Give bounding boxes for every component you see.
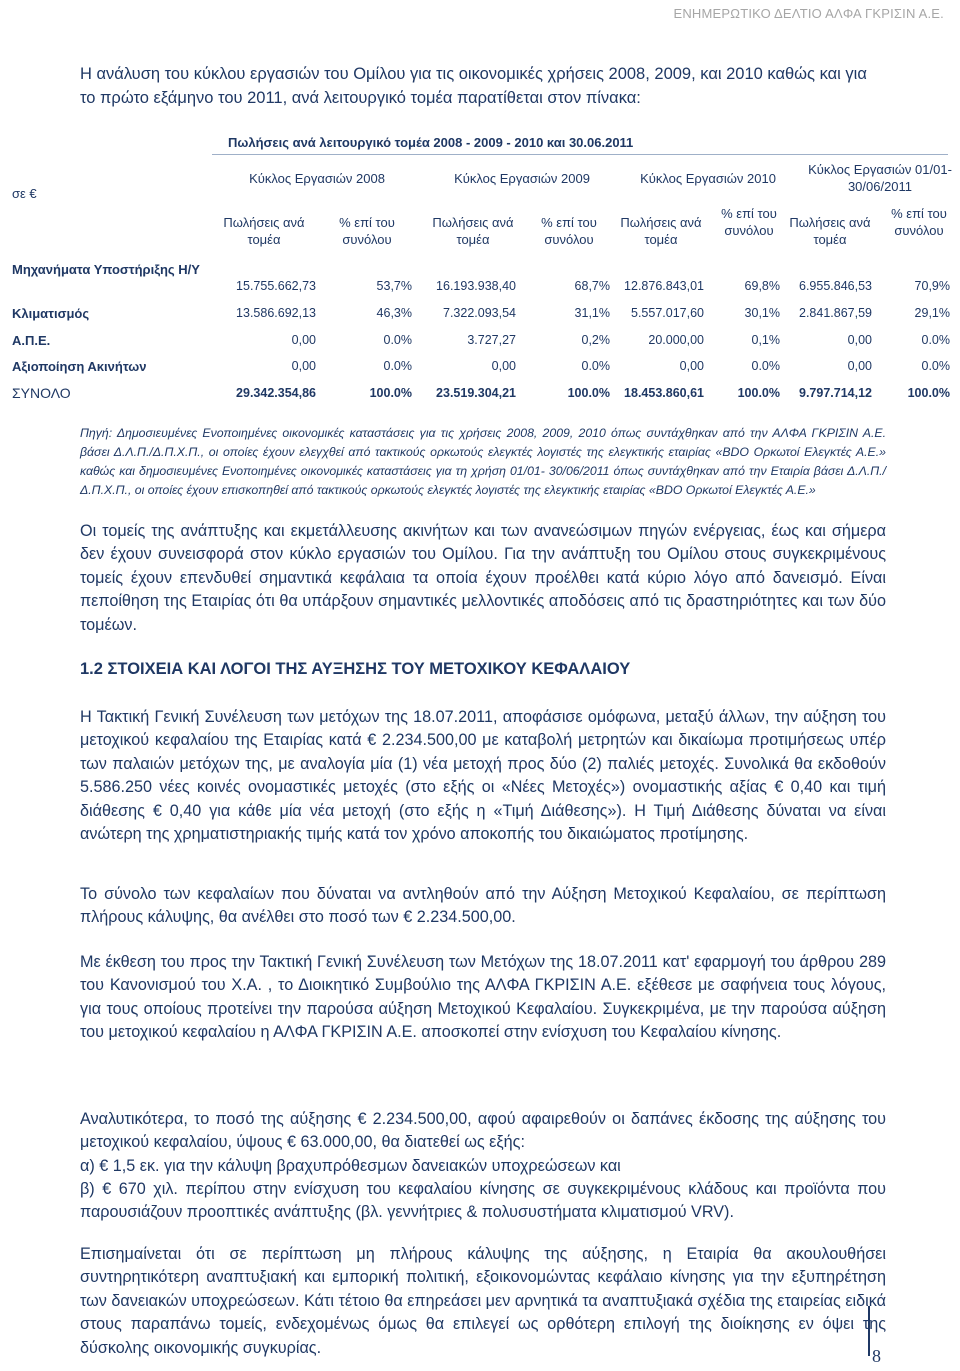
subheader-sales-2008: Πωλήσεις ανά τομέα: [223, 215, 305, 247]
source-note: Πηγή: Δημοσιευμένες Ενοποιημένες οικονομικές καταστάσεις για τις χρήσεις 2008, 2009, 2010 όπως συντάχθηκαν από την ΑΛΦΑ ΓΚΡΙΣΙΝ Α.Ε. βάσει Δ.Λ.Π./Δ.Π.Χ.Π., οι οποίες έχουν ελεγχθεί από τακτικούς ορκωτούς ελεγκτές λογιστές της ελεγκτικής εταιρίας «BDO Ορκωτοί Ελεγκτές Α.Ε.» καθώς και δημοσιευμένες Ενοποιημένες οικονομικές καταστάσεις για τη χρήση 01/01- 30/06/2011 όπως συντάχθηκαν από την Εταιρία βάσει Δ.Λ.Π./Δ.Π.Χ.Π., οι οποίες έχουν επισκοπηθεί από τακτικούς ορκωτούς ελεγκτές λογιστές της ελεγκτικής εταιρίας «BDO Ορκωτοί Ελεγκτές Α.Ε.»: [80, 426, 886, 497]
paragraph-board-report: Με έκθεση του προς την Τακτική Γενική Συνέλευση των Μετόχων της 18.07.2011 κατ' εφαρμογή του άρθρου 289 του Κανονισμού του Χ.Α. , το Διοικητικό Συμβούλιο της ΑΛΦΑ ΓΚΡΙΣΙΝ Α.Ε. εξέθεσε με σαφήνεια τους λόγους, για τους οποίους προτείνει την παρούσα αύξηση Μετοχικού Κεφαλαίου. Συγκεκριμένα, με την παρούσα αύξηση του μετοχικού κεφαλαίου η ΑΛΦΑ ΓΚΡΙΣΙΝ Α.Ε. αποσκοπεί στην ενίσχυση του Κεφαλαίου κίνησης.: [80, 953, 886, 1042]
table-title-rule: [212, 154, 948, 155]
cell-r1-c3: 16.193.938,40: [436, 279, 516, 293]
row-label-real-estate: Αξιοποίηση Ακινήτων: [12, 359, 147, 374]
cell-r5-c4: 100.0%: [567, 386, 610, 400]
cell-r5-c3: 23.519.304,21: [436, 386, 516, 400]
row-label-total: ΣΥΝΟΛΟ: [12, 385, 71, 401]
cell-r4-c6: 0.0%: [751, 359, 780, 373]
cell-r4-c2: 0.0%: [383, 359, 412, 373]
section-heading: 1.2 ΣΤΟΙΧΕΙΑ ΚΑΙ ΛΟΓΟΙ ΤΗΣ ΑΥΞΗΣΗΣ ΤΟΥ ΜΕΤΟΧΙΚΟΥ ΚΕΦΑΛΑΙΟΥ: [80, 660, 631, 678]
subheader-pct-2010: % επί του συνόλου: [721, 206, 777, 238]
cell-r1-c2: 53,7%: [376, 279, 412, 293]
cell-r2-c2: 46,3%: [376, 306, 412, 320]
paragraph-partial-coverage: Επισημαίνεται ότι σε περίπτωση μη πλήρους κάλυψης της αύξησης, η Εταιρία θα ακουλουθήσει συντηρητικότερη αναπτυξιακή και εμπορική πολιτική, εξοικονομώντας κεφάλαιο κίνησης για την εξυπηρέτηση των δανειακών υποχρεώσεων. Κάτι τέτοιο θα επηρεάσει μεν αρνητικά τα αναπτυξιακά σχέδια της εταιρείας ειδικά στους παραπάνω τομείς, ενδεχομένως όμως θα επιλεγεί ως ορθότερη επιλογή της διοίκησης εν όψει της δύσκολης οικονομικής συγκυρίας.: [80, 1245, 886, 1357]
cell-r2-c8: 29,1%: [914, 306, 950, 320]
cell-r3-c7: 0,00: [847, 333, 872, 347]
subheader-pct-2008: % επί του συνόλου: [339, 215, 395, 247]
cell-r1-c6: 69,8%: [744, 279, 780, 293]
cell-r1-c4: 68,7%: [574, 279, 610, 293]
cell-r3-c2: 0.0%: [383, 333, 412, 347]
cell-r5-c1: 29.342.354,86: [236, 386, 316, 400]
cell-r4-c4: 0.0%: [581, 359, 610, 373]
page-number-rule: [868, 1306, 870, 1356]
row-label-support-machines: Μηχανήματα Υποστήριξης Η/Υ: [12, 262, 200, 277]
row-label-ape: Α.Π.Ε.: [12, 333, 51, 348]
cell-r3-c3: 3.727,27: [467, 333, 516, 347]
subheader-pct-2009: % επί του συνόλου: [541, 215, 597, 247]
period-header-2009: Κύκλος Εργασιών 2009: [454, 171, 590, 186]
cell-r4-c3: 0,00: [491, 359, 516, 373]
cell-r5-c8: 100.0%: [907, 386, 950, 400]
cell-r5-c5: 18.453.860,61: [624, 386, 704, 400]
cell-r3-c8: 0.0%: [921, 333, 950, 347]
subheader-sales-2011: Πωλήσεις ανά τομέα: [789, 215, 871, 247]
table-title: Πωλήσεις ανά λειτουργικό τομέα 2008 - 2009 - 2010 και 30.06.2011: [228, 135, 634, 150]
cell-r1-c7: 6.955.846,53: [799, 279, 872, 293]
intro-paragraph: Η ανάλυση του κύκλου εργασιών του Ομίλου για τις οικονομικές χρήσεις 2008, 2009, και 2010 καθώς και για το πρώτο εξάμηνο του 2011, ανά λειτουργικό τομέα παρατίθεται στον πίνακα:: [80, 65, 867, 107]
subheader-pct-2011: % επί του συνόλου: [891, 206, 947, 238]
cell-r2-c5: 5.557.017,60: [631, 306, 704, 320]
cell-r2-c6: 30,1%: [744, 306, 780, 320]
subheader-sales-2009: Πωλήσεις ανά τομέα: [432, 215, 514, 247]
paragraph-sectors: Οι τομείς της ανάπτυξης και εκμετάλλευσης ακινήτων και των ανανεώσιμων πηγών ενέργειας, έως και σήμερα δεν έχουν συνεισφορά στον κύκλο εργασιών του Ομίλου. Για την ανάπτυξη του Ομίλου στους συγκεκριμένους τομείς έχουν επενδυθεί σημαντικά κεφάλαια τα οποία έχουν προέλθει κατά κύριο λόγο από δανεισμό. Είναι πεποίθηση της Εταιρίας ότι θα υπάρξουν σημαντικές μελλοντικές αποδόσεις από τις δραστηριότητες και των δύο τομέων.: [80, 522, 886, 634]
cell-r3-c6: 0,1%: [751, 333, 780, 347]
cell-r5-c7: 9.797.714,12: [799, 386, 872, 400]
table-unit: σε €: [12, 186, 37, 201]
cell-r2-c1: 13.586.692,13: [236, 306, 316, 320]
list-item: α) € 1,5 εκ. για την κάλυψη βραχυπρόθεσμων δανειακών υποχρεώσεων και: [80, 1157, 621, 1175]
cell-r4-c8: 0.0%: [921, 359, 950, 373]
cell-r2-c7: 2.841.867,59: [799, 306, 872, 320]
running-header: ΕΝΗΜΕΡΩΤΙΚΟ ΔΕΛΤΙΟ ΑΛΦΑ ΓΚΡΙΣΙΝ Α.Ε.: [673, 6, 944, 21]
paragraph-analysis: Αναλυτικότερα, το ποσό της αύξησης € 2.234.500,00, αφού αφαιρεθούν οι δαπάνες έκδοσης της αύξησης του μετοχικού κεφαλαίου, ύψους € 63.000,00, θα διατεθεί ως εξής:: [80, 1110, 886, 1152]
period-header-2008: Κύκλος Εργασιών 2008: [249, 171, 385, 186]
period-header-2011: Κύκλος Εργασιών 01/01- 30/06/2011: [808, 162, 952, 194]
subheader-sales-2010: Πωλήσεις ανά τομέα: [620, 215, 702, 247]
cell-r3-c1: 0,00: [291, 333, 316, 347]
cell-r2-c4: 31,1%: [574, 306, 610, 320]
cell-r1-c8: 70,9%: [914, 279, 950, 293]
cell-r1-c5: 12.876.843,01: [624, 279, 704, 293]
row-label-air-conditioning: Κλιματισμός: [12, 306, 90, 321]
cell-r4-c5: 0,00: [679, 359, 704, 373]
cell-r3-c5: 20.000,00: [648, 333, 704, 347]
cell-r1-c1: 15.755.662,73: [236, 279, 316, 293]
period-header-2010: Κύκλος Εργασιών 2010: [640, 171, 776, 186]
cell-r4-c1: 0,00: [291, 359, 316, 373]
cell-r4-c7: 0,00: [847, 359, 872, 373]
cell-r5-c2: 100.0%: [369, 386, 412, 400]
paragraph-general-meeting: Η Τακτική Γενική Συνέλευση των μετόχων της 18.07.2011, αποφάσισε ομόφωνα, μεταξύ άλλων, την αύξηση του μετοχικού κεφαλαίου της Εταιρίας κατά € 2.234.500,00 με καταβολή μετρητών και δικαίωμα προτιμήσεως υπέρ των παλαιών μετόχων της, με αναλογία μία (1) νέα μετοχή προς δύο (2) παλιές μετοχές. Συνολικά θα εκδοθούν 5.586.250 νέες κοινές ονομαστικές μετοχές (στο εξής οι «Νέες Μετοχές») ονομαστικής αξίας € 0,40 και τιμή διάθεσης € 0,40 για κάθε μία νέα μετοχή (στο εξής η «Τιμή Διάθεσης»). Η Τιμή Διάθεσης δύναται να είναι ανώτερη της χρηματιστηριακής τιμής κατά τον χρόνο αποκοπής του δικαιώματος προτίμησης.: [80, 708, 886, 844]
paragraph-total-capital: Το σύνολο των κεφαλαίων που δύναται να αντληθούν από την Αύξηση Μετοχικού Κεφαλαίου, σε περίπτωση πλήρους κάλυψης, θα ανέλθει στο ποσό των € 2.234.500,00.: [80, 885, 886, 927]
cell-r5-c6: 100.0%: [737, 386, 780, 400]
cell-r3-c4: 0,2%: [581, 333, 610, 347]
cell-r2-c3: 7.322.093,54: [443, 306, 516, 320]
page-number: 8: [872, 1346, 881, 1366]
list-item: β) € 670 χιλ. περίπου στην ενίσχυση του κεφαλαίου κίνησης σε συγκεκριμένους κλάδους και προϊόντα που παρουσιάζουν προοπτικές ανάπτυξης (βλ. γεννήτριες & πολυσυστήματα κλιματισμού VRV).: [80, 1180, 886, 1222]
